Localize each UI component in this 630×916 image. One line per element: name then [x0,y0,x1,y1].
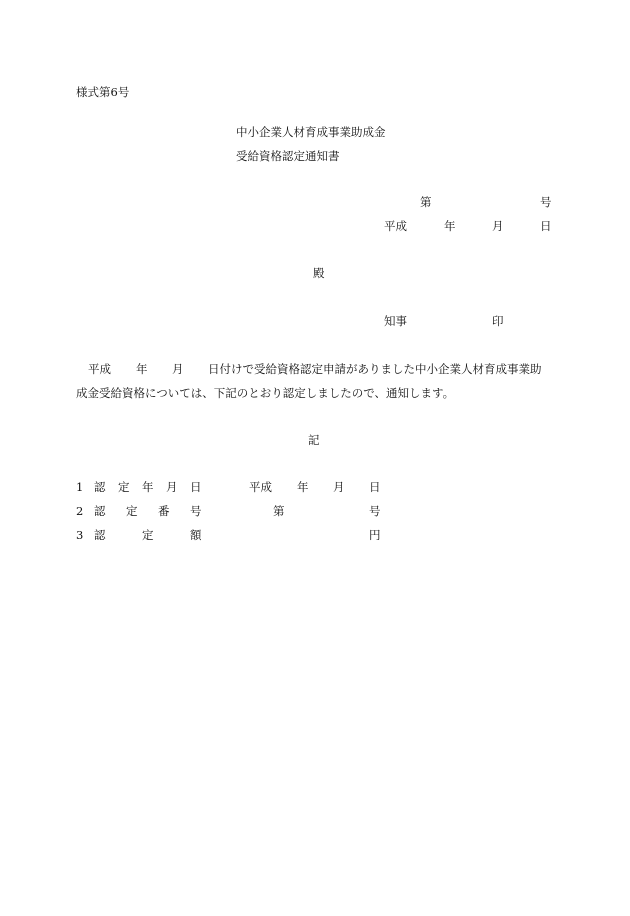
issuer-seal: 印 [492,314,504,328]
document-title-line2: 受給資格認定通知書 [236,149,340,163]
item1-value-era: 平成 [249,480,272,494]
item2-label-char: 号 [190,504,202,518]
item-number: 3 [76,528,84,542]
body-year: 年 [136,362,148,376]
item1-value-year: 年 [297,480,309,494]
item-number: 2 [76,504,84,518]
item1-label-char: 日 [190,480,202,494]
item3-label-char: 定 [142,528,154,542]
document-title-line1: 中小企業人材育成事業助成金 [236,125,386,139]
body-line1-rest: 日付けで受給資格認定申請がありました中小企業人材育成事業助 [208,362,542,376]
date-month: 月 [492,219,504,233]
item1-value-month: 月 [333,480,345,494]
date-day: 日 [540,219,552,233]
form-number: 様式第6号 [76,85,130,99]
item1-label-char: 定 [118,480,130,494]
item2-label-char: 認 [94,504,106,518]
body-era: 平成 [88,362,111,376]
item2-value-go: 号 [369,504,381,518]
item2-label-char: 番 [158,504,170,518]
item-number: 1 [76,480,84,494]
body-line2: 成金受給資格については、下記のとおり認定しましたので、通知します。 [76,386,455,400]
ki-heading: 記 [308,433,320,447]
doc-number-go: 号 [540,195,552,209]
doc-number-dai: 第 [420,195,432,209]
item3-label-char: 額 [190,528,202,542]
date-era: 平成 [384,219,407,233]
item1-label-char: 月 [166,480,178,494]
issuer-title: 知事 [384,314,407,328]
item3-value-en: 円 [369,528,381,542]
item1-label-char: 年 [142,480,154,494]
item1-value-day: 日 [369,480,381,494]
item2-label-char: 定 [126,504,138,518]
addressee-suffix: 殿 [313,266,325,280]
body-month: 月 [172,362,184,376]
item1-label-char: 認 [94,480,106,494]
date-year: 年 [444,219,456,233]
item3-label-char: 認 [94,528,106,542]
item2-value-dai: 第 [273,504,285,518]
